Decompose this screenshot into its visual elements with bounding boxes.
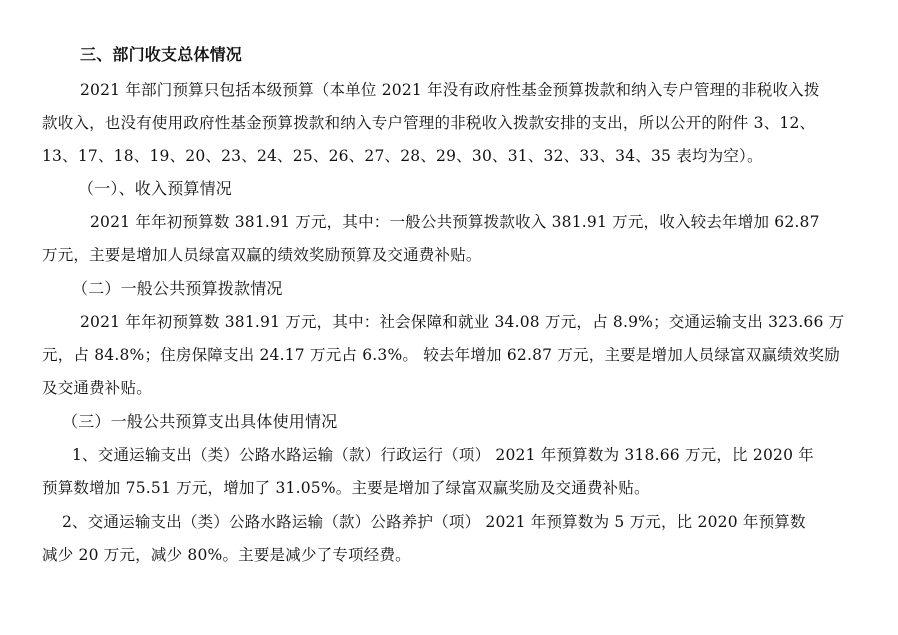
appropriation-line-1: 2021 年年初预算数 381.91 万元，其中：社会保障和就业 34.08 万元，占 8.9%；交通运输支出 323.66 万 [80, 313, 845, 331]
appropriation-line-2: 元，占 84.8%；住房保障支出 24.17 万元占 6.3%。 较去年增加 62.87 万元，主要是增加人员绿富双赢绩效奖励 [42, 346, 840, 364]
expenditure-item2-line-1: 2、交通运输支出（类）公路水路运输（款）公路养护（项） 2021 年预算数为 5 万元，比 2020 年预算数 [62, 513, 806, 531]
intro-line-3: 13、17、18、19、20、23、24、25、26、27、28、29、30、31、32、33、34、35 表均为空）。 [42, 147, 763, 165]
income-line-2: 万元，主要是增加人员绿富双赢的绩效奖励预算及交通费补贴。 [42, 246, 482, 264]
expenditure-item2-line-2: 减少 20 万元，减少 80%。主要是减少了专项经费。 [42, 546, 411, 564]
income-title: （一）、收入预算情况 [78, 179, 233, 198]
income-line-1: 2021 年年初预算数 381.91 万元，其中：一般公共预算拨款收入 381.91 万元，收入较去年增加 62.87 [90, 213, 820, 231]
intro-line-2: 款收入，也没有使用政府性基金预算拨款和纳入专户管理的非税收入拨款安排的支出，所以公开的附件 3、12、 [42, 114, 816, 132]
expenditure-title: （三）一般公共预算支出具体使用情况 [62, 412, 338, 431]
section-title: 三、部门收支总体情况 [80, 45, 243, 64]
appropriation-title: （二）一般公共预算拨款情况 [72, 279, 283, 298]
appropriation-line-3: 及交通费补贴。 [42, 379, 152, 397]
intro-line-1: 2021 年部门预算只包括本级预算（本单位 2021 年没有政府性基金预算拨款和纳入专户管理的非税收入拨 [80, 81, 820, 99]
expenditure-item1-line-1: 1、交通运输支出（类）公路水路运输（款）行政运行（项） 2021 年预算数为 318.66 万元，比 2020 年 [72, 446, 814, 464]
expenditure-item1-line-2: 预算数增加 75.51 万元，增加了 31.05%。主要是增加了绿富双赢奖励及交通费补贴。 [42, 479, 650, 497]
